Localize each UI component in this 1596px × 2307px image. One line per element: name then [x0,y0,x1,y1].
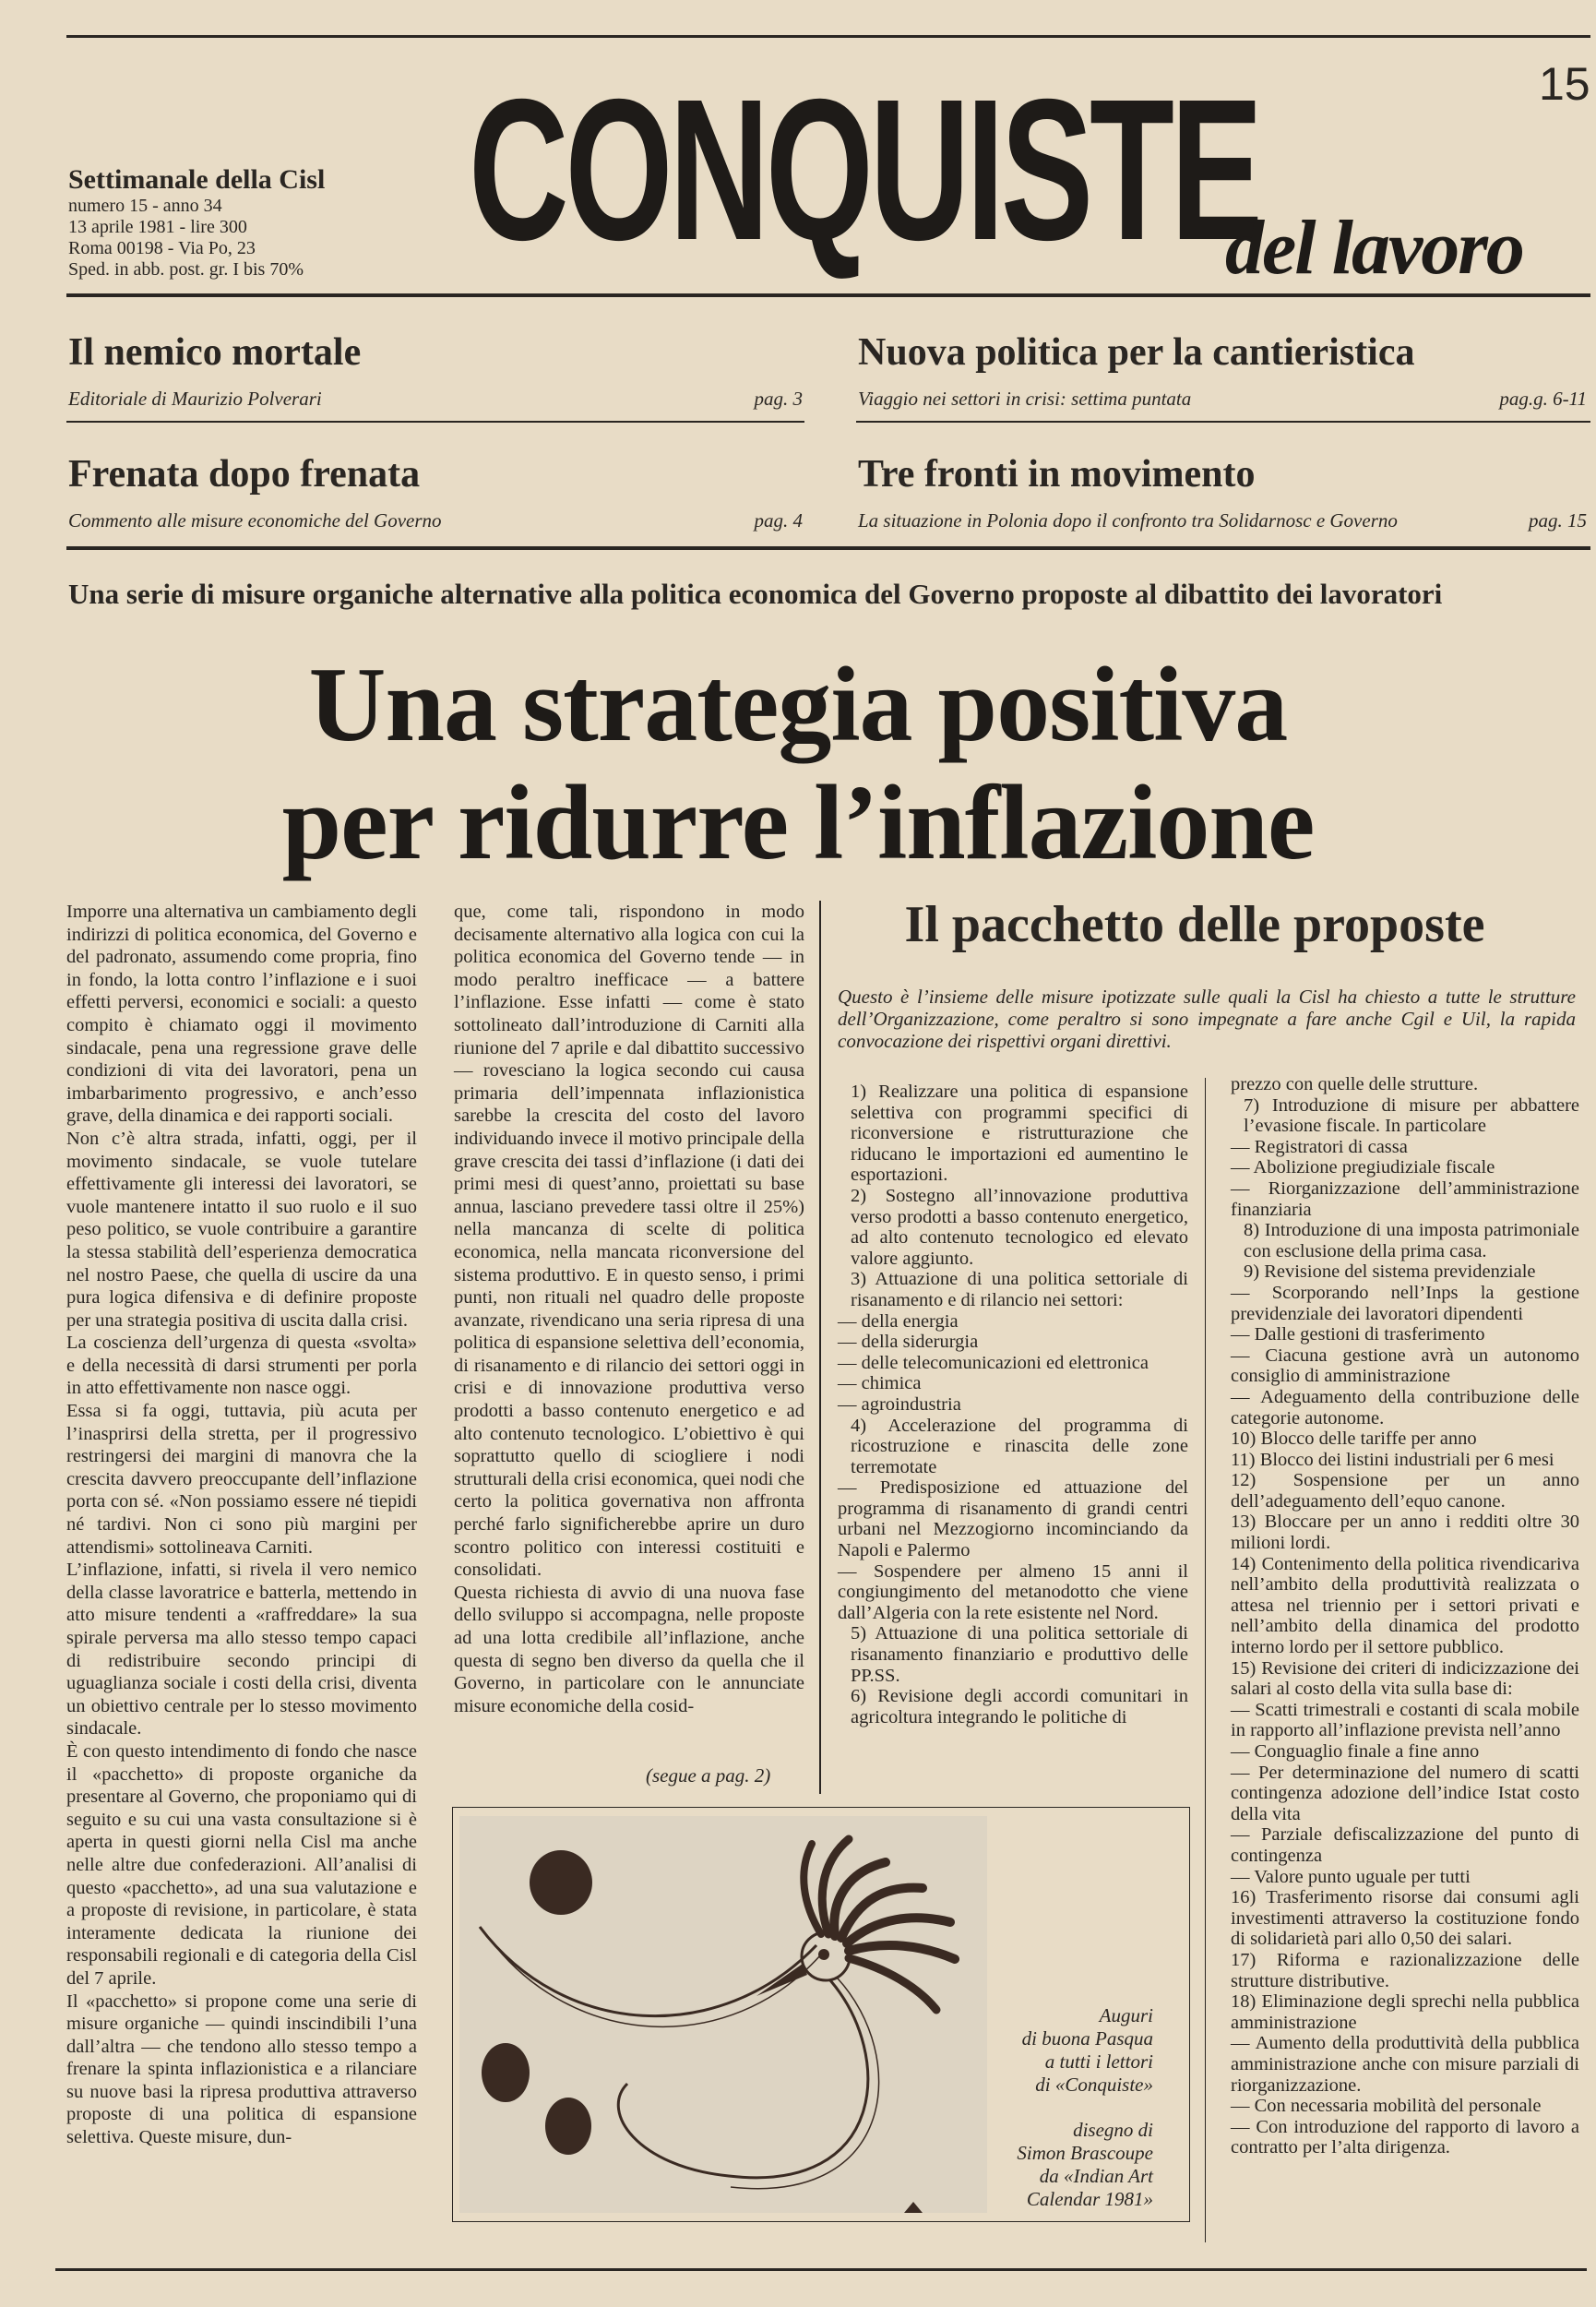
proposal-subitem: — Scatti trimestrali e costanti di scala mobile in rapporto all’inflazione prevista nell’anno [1231,1699,1579,1741]
proposal-subitem: — Registratori di cassa [1231,1136,1408,1157]
proposal-subitem: — Per determinazione del numero di scatti contingenza adozione dell’indice Istat costo della vita [1231,1762,1579,1824]
proposal-item: 14) Contenimento della politica rivendicariva nell’ambito della produttività realizzata o attesa nel triennio per i settori privati e nell’ambito della dinamica del prodotto interno lordo per il settore pubblico. [1231,1553,1579,1658]
headline-subtitle: Editoriale di Maurizio Polverari [68,388,322,410]
headline-line-2: per ridurre l’inflazione [281,764,1315,882]
proposals-column-divider [1205,1078,1206,2242]
paragraph: que, come tali, rispondono in modo decisamente alternativo alla logica con cui la politica economica del Governo tende — in modo peraltro inefficace — a battere l’inflazione. Esse infatti — come è stato sottolineato dall’introduzione di Carniti alla riunione del 7 aprile e dal dibattito successivo — rovesciano la logica secondo cui causa primaria dell’impennata inflazionistica sarebbe la crescita del costo del lavoro individuando invece il motivo principale della grave crescita dei tassi d’inflazione (i dati dei primi mesi di quest’anno, proiettati su base annua, lasciano prevedere tassi oltre il 25%) nella mancanza di scelte di politica economica, nella mancata riconversione del sistema produttivo. E in questo senso, i primi punti, non rituali nel quadro delle proposte avanzate, rivendicano una seria ripresa di una politica di espansione selettiva dell’economia, di risanamento e di rilancio dei settori oggi in crisi e di innovazione produttiva verso prodotti a basso contenuto energetico e ad alto contenuto tecnologico. L’obiettivo è qui soprattutto quello di sciogliere i nodi strutturali della crisi economica, quei nodi che certo la politica governativa non affronta perché farlo significherebbe aprire un duro scontro politico con interessi costituiti e consolidati. [454,902,804,1581]
headline-title[interactable]: Frenata dopo frenata [68,453,421,496]
proposals-title: Il pacchetto delle proposte [904,896,1485,953]
headline-line-1: Una strategia positiva [308,646,1288,764]
proposal-item: 16) Trasferimento risorse dai consumi agli investimenti attraverso la costituzione fondo di solidarietà pari allo 0,50 dei salari. [1231,1887,1579,1950]
address-line: Roma 00198 - Via Po, 23 [68,238,256,258]
headline-subtitle: Viaggio nei settori in crisi: settima puntata [858,388,1192,410]
proposal-item: 2) Sostegno all’innovazione produttiva verso prodotti a basso contenuto energetico, ad alto contenuto tecnologico ed elevato valore aggiunto. [851,1185,1188,1269]
date-line: 13 aprile 1981 - lire 300 [68,217,247,237]
headline-page: pag. 4 [754,509,803,532]
caption-line: Auguri [1099,2004,1153,2026]
proposal-subitem: — agroindustria [838,1393,961,1415]
headline-subtitle: Commento alle misure economiche del Governo [68,509,442,532]
proposal-subitem: — Sospendere per almeno 15 anni il congiungimento del metanodotto che viene dall’Algeria con la rete esistente nel Nord. [838,1560,1188,1623]
proposal-subitem: — Adeguamento della contribuzione delle categorie autonome. [1231,1386,1579,1428]
headline-title[interactable]: Il nemico mortale [68,331,362,374]
illustration-caption [987,2004,1153,2211]
proposal-item: 1) Realizzare una politica di espansione selettiva con programmi specifici di riconversione e ristrutturazione che riducano le importazioni ed aumentino le esportazioni. [851,1082,1188,1186]
publication-name: Settimanale della Cisl [68,164,326,195]
proposal-item: 6) Revisione degli accordi comunitari in agricoltura integrando le politiche di [851,1686,1188,1727]
top-rule [66,35,1590,38]
article-column-2 [454,901,804,1717]
caption-line: disegno di [1073,2119,1153,2141]
issue-line: numero 15 - anno 34 [68,196,222,216]
proposal-subitem: — della siderurgia [838,1332,979,1353]
proposal-subitem: — Ciacuna gestione avrà un autonomo consiglio di amministrazione [1231,1345,1579,1387]
proposal-subitem: — Con introduzione del rapporto di lavoro a contratto per l’alta dirigenza. [1231,2116,1579,2158]
paragraph: L’inflazione, infatti, si rivela il vero nemico della classe lavoratrice e batterla, mettendo in atto misure tendenti a «raffreddare» la sua spirale perversa ma allo stesso tempo capaci di redistribuire secondo principi di uguaglianza sociale i costi della crisi, diventa un obiettivo centrale per lo stesso movimento sindacale. [66,1560,417,1739]
proposal-subitem: — Aumento della produttività della pubblica amministrazione anche con misure parziali di riorganizzazione. [1231,2033,1579,2096]
article-kicker: Una serie di misure organiche alternative alla politica economica del Governo proposte al dibattito dei lavoratori [68,578,1443,610]
proposal-subitem: — Predisposizione ed attuazione del programma di risanamento di grandi centri urbani nel Mezzogiorno incominciando da Napoli e Palermo [838,1477,1188,1561]
caption-line: Simon Brascoupe [1017,2142,1153,2164]
postage-line: Sped. in abb. post. gr. I bis 70% [68,259,304,280]
proposal-item: 15) Revisione dei criteri di indicizzazione dei salari al costo della vita sulla base di: [1231,1657,1579,1700]
headline-page: pag.g. 6-11 [1499,388,1587,410]
headline-subtitle: La situazione in Polonia dopo il confronto tra Solidarnosc e Governo [858,509,1398,532]
proposal-subitem: — Scorporando nell’Inps la gestione previdenziale dei lavoratori dipendenti [1231,1282,1579,1324]
egg-shape [545,2098,591,2155]
paragraph: La coscienza dell’urgenza di questa «svolta» e della necessità di darsi strumenti per porla in atto effettivamente non nasce oggi. [66,1333,417,1399]
page-number: 15 [1539,58,1590,110]
proposal-subitem: — Conguaglio finale a fine anno [1231,1741,1480,1762]
proposal-item: 11) Blocco dei listini industriali per 6 mesi [1231,1449,1554,1470]
paragraph: Questa richiesta di avvio di una nuova fase dello sviluppo si accompagna, nelle proposte ad una lotta credibile all’inflazione, anche questa di segno ben diverso da quella che il Governo, in particolare con le annunciate misure economiche della cosid- [454,1582,804,1716]
column-divider [819,901,821,1794]
egg-shape [482,2043,530,2102]
proposal-subitem: — delle telecomunicazioni ed elettronica [838,1352,1149,1373]
proposal-subitem: — chimica [838,1373,922,1394]
proposal-item: 17) Riforma e razionalizzazione delle strutture distributive. [1231,1949,1579,1991]
proposal-item: 7) Introduzione di misure per abbattere l’evasione fiscale. In particolare [1244,1094,1579,1137]
proposal-item: 13) Bloccare per un anno i redditi oltre 30 milioni lordi. [1231,1512,1579,1554]
proposal-item: 9) Revisione del sistema previdenziale [1244,1261,1536,1283]
caption-line: Calendar 1981» [1026,2188,1153,2210]
headline-title[interactable]: Nuova politica per la cantieristica [858,331,1415,374]
article-column-1 [66,901,417,2149]
masthead-rule [66,293,1590,297]
headlines-bottom-rule [66,546,1590,550]
proposals-list-2 [1231,1074,1579,2158]
proposal-item: 12) Sospensione per un anno dell’adeguamento dell’equo canone. [1231,1470,1579,1512]
headline-page: pag. 3 [754,388,803,410]
headline-page: pag. 15 [1529,509,1587,532]
masthead-info [68,164,400,281]
caption-line [987,2097,1153,2119]
headline-divider [856,421,1590,423]
continued-link[interactable]: (segue a pag. 2) [646,1764,771,1787]
bird-eye [818,1949,829,1960]
proposals-list-1 [838,1082,1188,1727]
proposal-item: 8) Introduzione di una imposta patrimoniale con esclusione della prima casa. [1244,1220,1579,1261]
proposal-item: prezzo con quelle delle strutture. [1231,1074,1479,1094]
proposal-item: 4) Accelerazione del programma di ricostruzione e rinascita delle zone terremotate [851,1415,1188,1477]
proposal-subitem: — Riorganizzazione dell’amministrazione finanziaria [1231,1177,1579,1220]
proposal-item: 10) Blocco delle tariffe per anno [1231,1428,1477,1450]
proposal-subitem: — della energia [838,1310,959,1332]
proposal-subitem: — Valore punto uguale per tutti [1231,1866,1471,1887]
proposal-subitem: — Parziale defiscalizzazione del punto di contingenza [1231,1824,1579,1866]
article-headline [55,646,1541,882]
proposal-item: 5) Attuazione di una politica settoriale di risanamento finanziario e produttivo delle PP.SS. [851,1623,1188,1686]
caption-line: da «Indian Art [1039,2165,1153,2187]
caption-line: a tutti i lettori [1044,2050,1153,2073]
masthead-title: CONQUISTE [469,58,1259,282]
proposal-subitem: — Dalle gestioni di trasferimento [1231,1324,1485,1345]
caption-line: di «Conquiste» [1035,2074,1153,2096]
headline-divider [66,421,804,423]
proposals-intro: Questo è l’insieme delle misure ipotizzate sulle quali la Cisl ha chiesto a tutte le strutture dell’Organizzazione, come peraltro si sono impegnate a fare anche Cgil e Uil, la rapida convocazione dei rispettivi organi direttivi. [838,986,1576,1052]
paragraph: Non c’è altra strada, infatti, oggi, per il movimento sindacale, se vuole tutelare effettivamente gli interessi dei lavoratori, se vuole mantenere intatto il suo ruolo e il suo peso politico, se vuole contribuire a garantire la stessa stabilità dell’esperienza democratica nel nostro Paese, che quella di uscire da una pura logica difensiva e di definire proposte per una strategia positiva di uscita dalla crisi. [66,1128,417,1331]
moon-shape [530,1850,592,1915]
proposal-subitem: — Abolizione pregiudiziale fiscale [1231,1157,1495,1178]
masthead-subtitle: del lavoro [1225,205,1523,291]
caption-line: di buona Pasqua [1021,2027,1153,2050]
headline-title[interactable]: Tre fronti in movimento [858,453,1256,496]
proposal-subitem: — Con necessaria mobilità del personale [1231,2096,1542,2117]
paragraph: Essa si fa oggi, tuttavia, più acuta per l’inasprirsi della stretta, per il progressivo restringersi dei margini di manovra che la crescita davvero preoccupante dell’inflazione porta con sé. «Non possiamo essere né tiepidi né tardivi. Non ci sono più margini per attendismi» sottolineava Carniti. [66,1401,417,1558]
bottom-rule [55,2268,1587,2271]
proposal-item: 3) Attuazione di una politica settoriale di risanamento e di rilancio nei settori: [851,1269,1188,1310]
proposal-item: 18) Eliminazione degli sprechi nella pubblica amministrazione [1231,1991,1579,2033]
paragraph: È con questo intendimento di fondo che nasce il «pacchetto» di proposte organiche da presentare al Governo, che proponiamo qui di seguito e su cui una vasta consultazione si è aperta in questi giorni nella Cisl ma anche nelle altre due confederazioni. All’analisi di questo «pacchetto», ad una sua valutazione e a proposte di revisione, in particolare, è stata interamente dedicata la riunione dei responsabili regionali e di categoria della Cisl del 7 aprile. [66,1740,417,1989]
paragraph: Imporre una alternativa un cambiamento degli indirizzi di politica economica, del Governo e del padronato, assumendo come propria, fino in fondo, la lotta contro l’inflazione e i suoi effetti perversi, economici e sociali: a questo compito è chiamato oggi il movimento sindacale, pena una regressione grave delle condizioni di vita dei lavoratori, pena un imbarbarimento progressivo, e anch’esso grave, della dinamica e dei rapporti sociali. [66,902,417,1127]
paragraph: Il «pacchetto» si propone come una serie di misure organiche — quindi inscindibili l’una dall’altra — che tendono allo stesso tempo a frenare la spinta inflazionistica e a rilanciare su nuove basi la ripresa produttiva attraverso proposte di una politica di espansione selettiva. Queste misure, dun- [66,1990,417,2148]
